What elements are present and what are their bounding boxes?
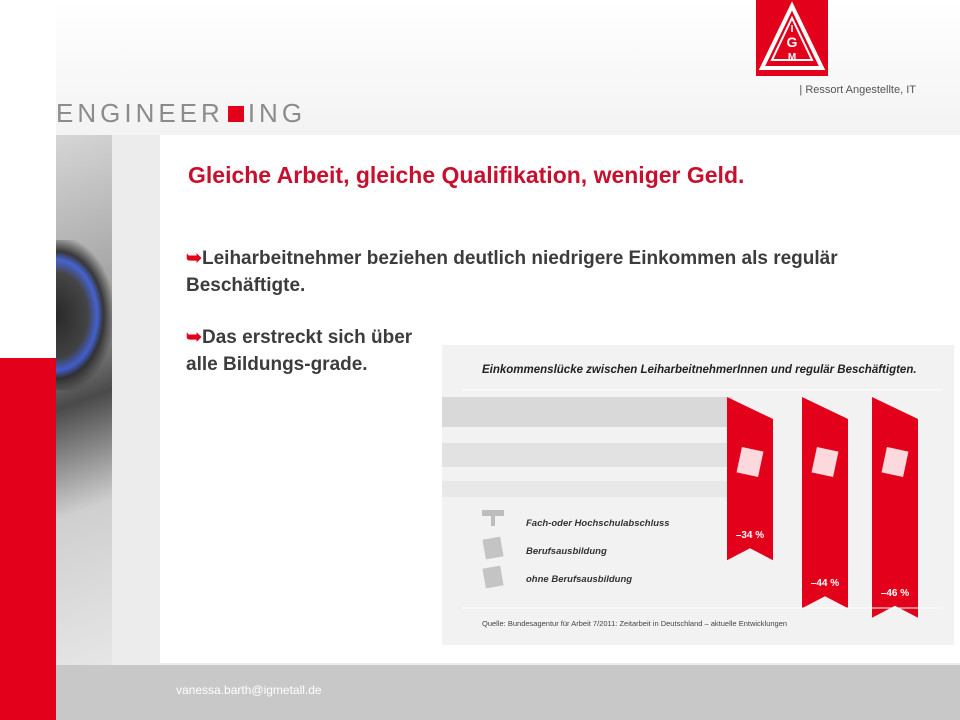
arrow-bullet-icon: ➥	[186, 327, 202, 348]
ribbon-value-3: –46 %	[880, 587, 910, 599]
logo-letter-m: M	[787, 52, 797, 63]
legend-1: Fach-oder Hochschulabschluss	[526, 518, 670, 529]
income-gap-infographic	[442, 345, 954, 645]
logo-letter-i: I	[790, 24, 794, 35]
ressort-label: | Ressort Angestellte, IT	[799, 84, 916, 96]
bullet-1-text: Leiharbeitnehmer beziehen deutlich niedrigere Einkommen als regulär Beschäftigte.	[186, 248, 838, 296]
legend-3: ohne Berufsausbildung	[526, 574, 633, 585]
bullet-1	[186, 245, 906, 299]
igm-logo	[756, 0, 828, 76]
red-accent-bar	[0, 358, 56, 720]
brand-right: ING	[247, 98, 307, 128]
stripe-1	[442, 397, 742, 427]
ribbon-bar-2	[802, 397, 848, 608]
arrow-bullet-icon: ➥	[186, 248, 202, 269]
brand-left: ENGINEER	[56, 98, 224, 128]
stripe-3	[442, 481, 772, 497]
slide-title: Gleiche Arbeit, gleiche Qualifikation, weniger Geld.	[188, 162, 745, 188]
logo-letter-g: G	[786, 34, 798, 50]
bullet-2	[186, 324, 426, 378]
photo-knob	[56, 240, 112, 390]
infographic-heading: Einkommenslücke zwischen LeiharbeitnehmerInnen und regulär Beschäftigten.	[482, 364, 917, 376]
bullet-2-text: Das erstreckt sich über alle Bildungs-grade.	[186, 327, 413, 375]
infographic-svg	[442, 345, 954, 645]
ribbon-bar-3	[872, 397, 918, 618]
legend-2: Berufsausbildung	[526, 546, 607, 557]
decorative-photo	[56, 135, 112, 665]
footer-email: vanessa.barth@igmetall.de	[176, 683, 322, 697]
ribbon-value-1: –34 %	[735, 530, 765, 542]
infographic-source: Quelle: Bundesagentur für Arbeit 7/2011: Zeitarbeit in Deutschland – aktuelle Entwicklungen	[482, 619, 788, 628]
legend-icon-doc2	[482, 566, 503, 589]
brand-square-icon	[228, 106, 244, 122]
stripe-2	[442, 443, 752, 467]
legend-icon-doc1	[482, 537, 503, 560]
legend-icon-hat	[482, 510, 504, 526]
brand-wordmark	[56, 98, 306, 129]
ribbon-value-2: –44 %	[810, 578, 840, 590]
ribbon-group	[727, 397, 918, 618]
